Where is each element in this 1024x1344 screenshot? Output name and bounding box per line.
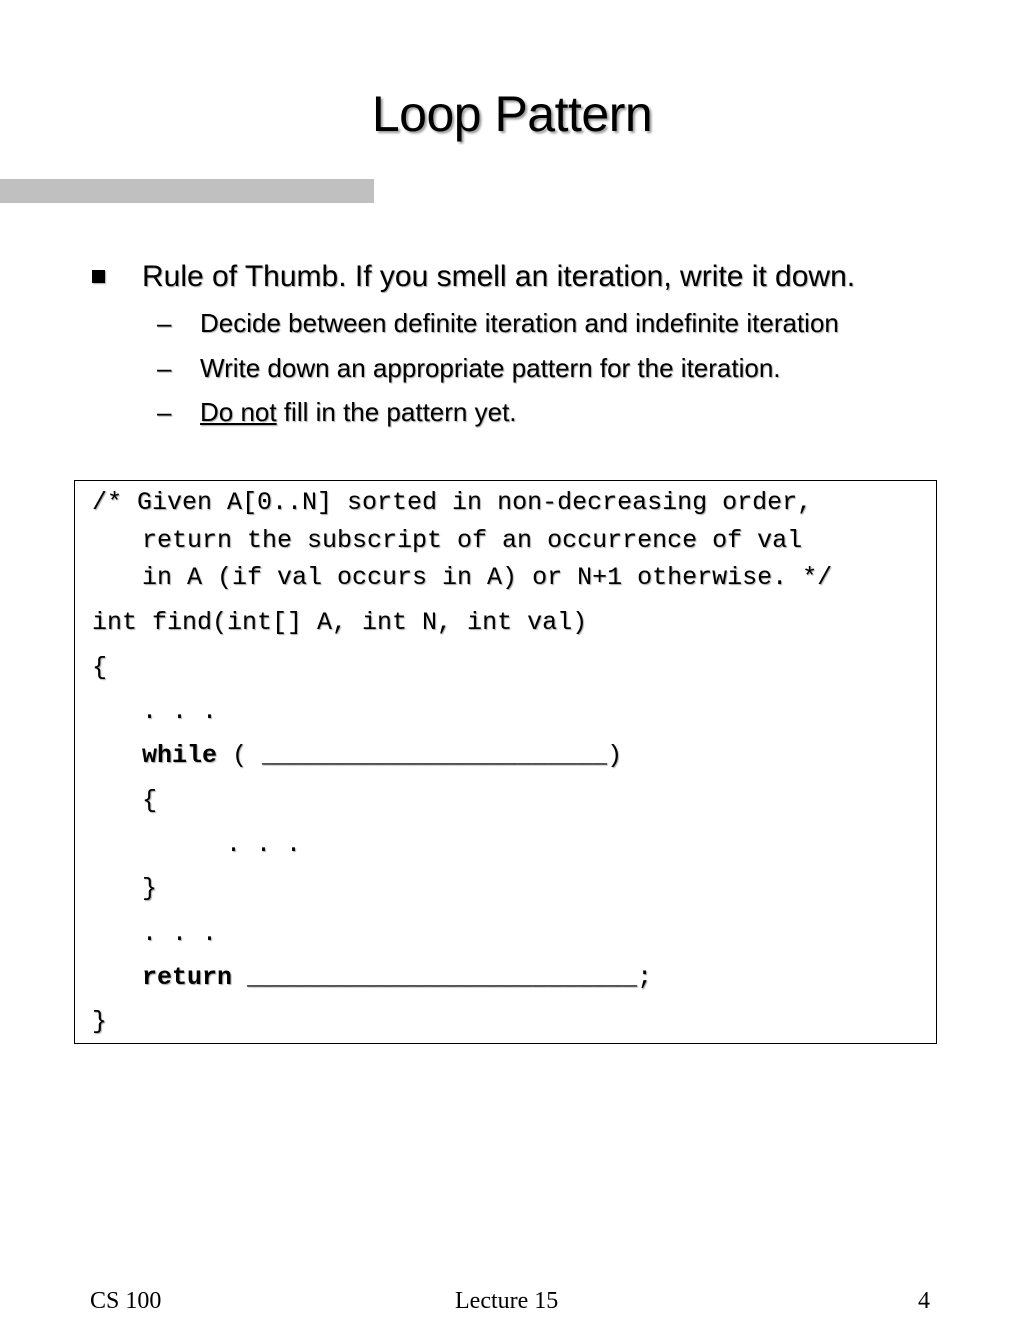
- underlined-do-not: Do not: [200, 397, 277, 427]
- sub-item-text: [200, 395, 517, 429]
- code-loop-open-brace: {: [142, 786, 158, 815]
- slide-title: Loop Pattern: [371, 86, 653, 142]
- code-open-brace: {: [92, 653, 108, 682]
- dash-icon: –: [157, 397, 172, 427]
- code-loop-body-ellipsis: . . .: [226, 830, 302, 859]
- sub-item-text: Write down an appropriate pattern for the iteration.: [200, 353, 781, 383]
- code-comment-line-2: return the subscript of an occurrence of val: [142, 526, 803, 555]
- code-comment-line-3: in A (if val occurs in A) or N+1 otherwise. */: [142, 563, 833, 592]
- code-comment-line-1: /* Given A[0..N] sorted in non-decreasing order,: [92, 488, 813, 517]
- dash-icon: –: [157, 308, 172, 338]
- return-value-blank: __________________________;: [232, 963, 653, 992]
- code-ellipsis-after-loop: . . .: [142, 919, 218, 948]
- code-loop-close-brace: }: [142, 874, 158, 903]
- footer-course: CS 100: [90, 1288, 162, 1314]
- while-condition-blank: ( _______________________): [217, 741, 623, 770]
- code-close-brace: }: [92, 1007, 108, 1036]
- footer-lecture: Lecture 15: [455, 1288, 559, 1314]
- code-while-line: [142, 740, 622, 772]
- sub-item-text: Decide between definite iteration and indefinite iteration: [200, 308, 839, 338]
- code-return-line: [142, 962, 652, 994]
- dash-icon: –: [157, 353, 172, 383]
- sub-item-rest: fill in the pattern yet.: [276, 397, 517, 427]
- bullet-rule-of-thumb: Rule of Thumb. If you smell an iteration, write it down.: [142, 260, 856, 293]
- title-underline-bar: [0, 179, 374, 203]
- code-signature: int find(int[] A, int N, int val): [92, 608, 588, 637]
- code-ellipsis-before-loop: . . .: [142, 697, 218, 726]
- return-keyword: return: [142, 963, 233, 992]
- square-bullet-icon: [92, 270, 105, 283]
- footer-page-number: 4: [918, 1288, 930, 1314]
- while-keyword: while: [142, 741, 218, 770]
